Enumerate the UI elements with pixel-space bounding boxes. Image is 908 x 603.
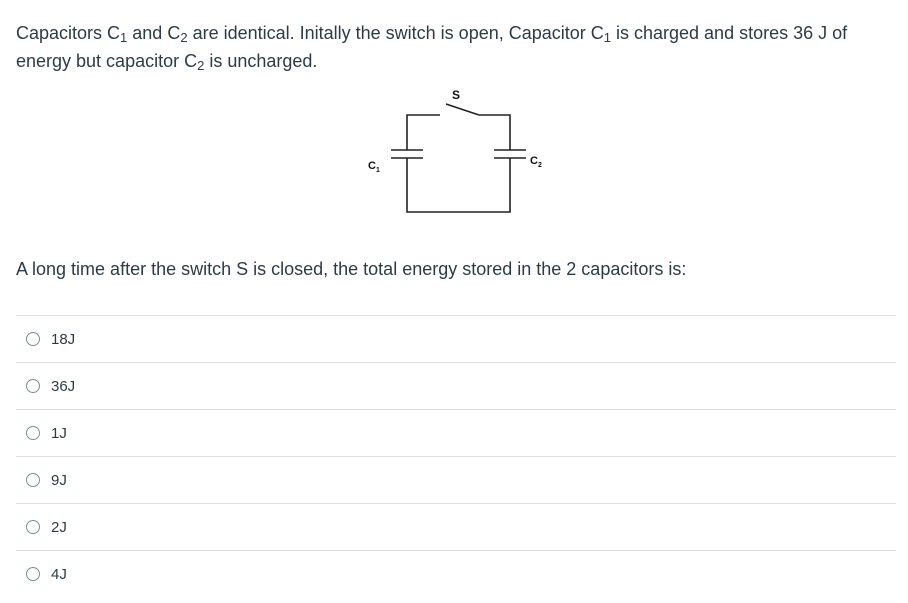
c1-subscript: 1 <box>376 167 380 174</box>
answer-label: 36J <box>51 377 76 395</box>
c2-subscript: 2 <box>538 162 542 169</box>
question-text-part: is uncharged. <box>204 51 318 71</box>
answer-option[interactable] <box>16 315 896 362</box>
circuit-wires <box>391 104 526 212</box>
answer-label: 4J <box>51 565 67 583</box>
answer-option[interactable] <box>16 362 896 409</box>
answer-option[interactable] <box>16 456 896 503</box>
radio-button[interactable] <box>26 332 40 346</box>
subscript: 2 <box>197 58 205 73</box>
c2-label: C <box>530 155 538 167</box>
c1-label: C <box>368 160 376 172</box>
subscript: 2 <box>180 30 188 45</box>
question-text-part: are identical. Initally the switch is open, Capacitor C <box>187 23 604 43</box>
question-text-part: and C <box>127 23 181 43</box>
circuit-diagram <box>340 82 580 222</box>
subscript: 1 <box>603 30 611 45</box>
answer-label: 18J <box>51 330 76 348</box>
switch-label: S <box>451 88 461 102</box>
answer-option[interactable] <box>16 550 896 597</box>
radio-button[interactable] <box>26 379 40 393</box>
radio-button[interactable] <box>26 520 40 534</box>
radio-button[interactable] <box>26 567 40 581</box>
answer-label: 2J <box>51 518 67 536</box>
radio-button[interactable] <box>26 473 40 487</box>
question-text-part: is charged and stores 36 J of energy but capacitor C <box>16 23 848 71</box>
subscript: 1 <box>120 30 128 45</box>
answer-option[interactable] <box>16 409 896 456</box>
question-text <box>16 20 896 76</box>
answer-label: 1J <box>51 424 67 442</box>
radio-button[interactable] <box>26 426 40 440</box>
question-text-part: Capacitors C <box>16 23 121 43</box>
answer-option[interactable] <box>16 503 896 550</box>
answer-label: 9J <box>51 471 67 489</box>
answer-list <box>16 315 896 597</box>
question-prompt: A long time after the switch S is closed, the total energy stored in the 2 capacitors is: <box>16 259 687 279</box>
